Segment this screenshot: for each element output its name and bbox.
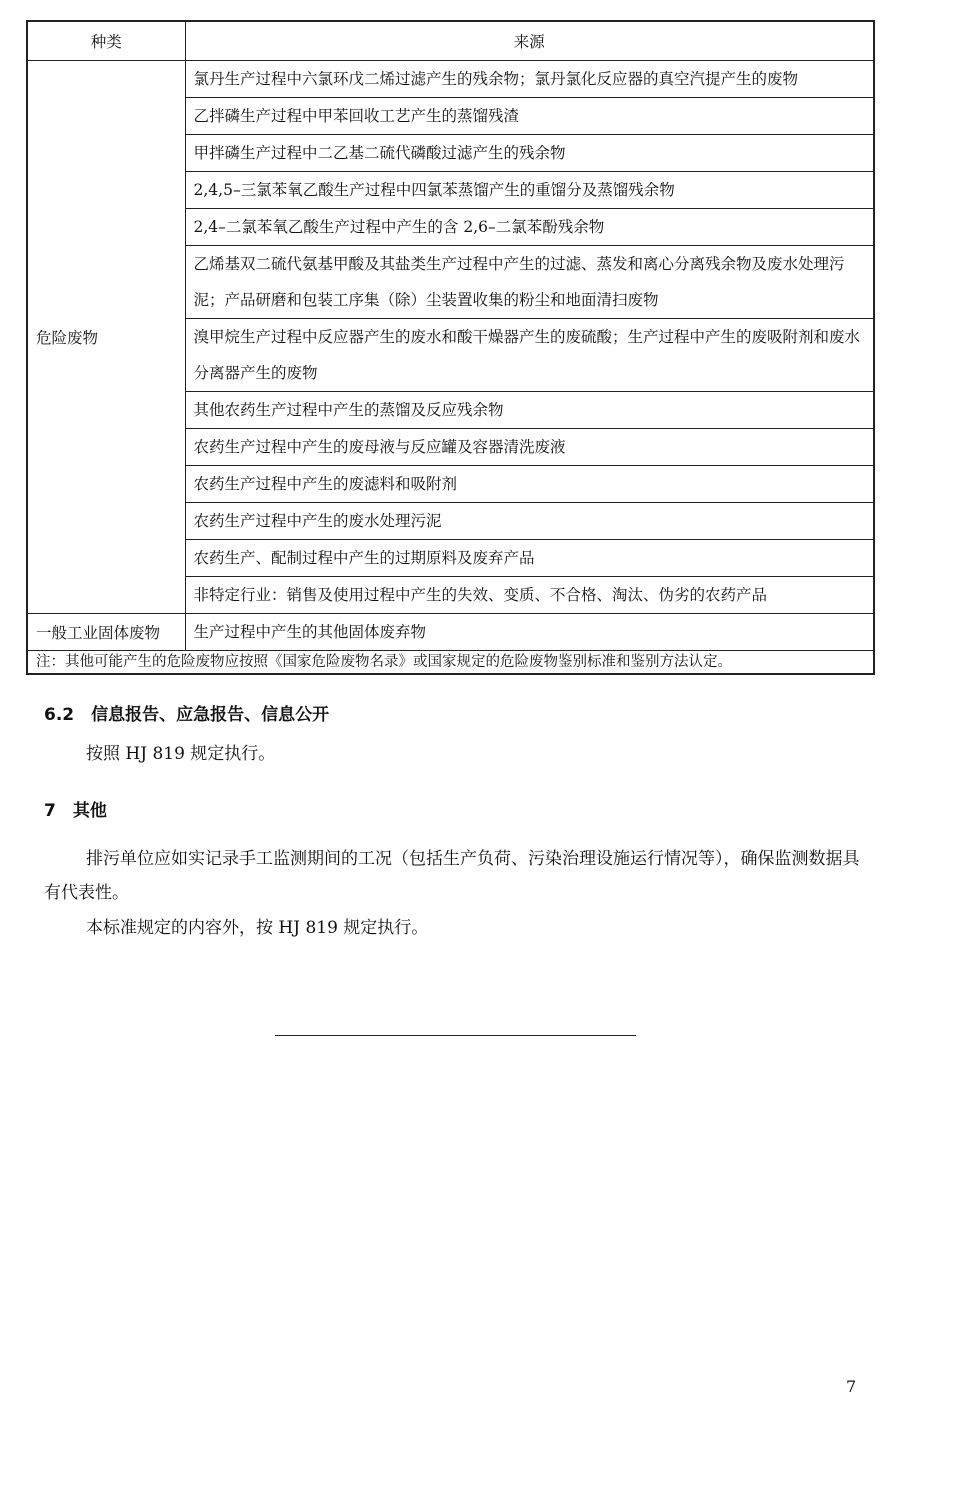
source-cell: 农药生产过程中产生的废滤料和吸附剂: [185, 466, 874, 503]
source-cell: 乙拌磷生产过程中甲苯回收工艺产生的蒸馏残渣: [185, 98, 874, 135]
table-note-row: [27, 651, 874, 675]
header-category: 种类: [27, 21, 185, 61]
source-cell: 农药生产过程中产生的废水处理污泥: [185, 503, 874, 540]
end-rule: [275, 1035, 636, 1036]
table-note: 注：其他可能产生的危险废物应按照《国家危险废物名录》或国家规定的危险废物鉴别标准和鉴别方法认定。: [27, 651, 874, 675]
page-number: 7: [846, 1377, 857, 1396]
source-cell: 农药生产、配制过程中产生的过期原料及废弃产品: [185, 540, 874, 577]
category-hazardous: 危险废物: [27, 61, 185, 614]
section-6-2-heading: 6.2 信息报告、应急报告、信息公开: [44, 705, 330, 725]
source-cell: 甲拌磷生产过程中二乙基二硫代磷酸过滤产生的残余物: [185, 135, 874, 172]
source-cell: 生产过程中产生的其他固体废弃物: [185, 614, 874, 651]
source-cell: 氯丹生产过程中六氯环戊二烯过滤产生的残余物；氯丹氯化反应器的真空汽提产生的废物: [185, 61, 874, 98]
table-row: [27, 614, 874, 651]
source-cell: 乙烯基双二硫代氨基甲酸及其盐类生产过程中产生的过滤、蒸发和离心分离残余物及废水处理污泥；产品研磨和包装工序集（除）尘装置收集的粉尘和地面清扫废物: [185, 246, 874, 319]
header-source: 来源: [185, 21, 874, 61]
section-7-para1: 排污单位应如实记录手工监测期间的工况（包括生产负荷、污染治理设施运行情况等），确保监测数据具有代表性。: [44, 849, 860, 903]
source-cell: 2,4,5–三氯苯氧乙酸生产过程中四氯苯蒸馏产生的重馏分及蒸馏残余物: [185, 172, 874, 209]
table-header-row: [27, 21, 874, 61]
source-cell: 农药生产过程中产生的废母液与反应罐及容器清洗废液: [185, 429, 874, 466]
section-7-heading: 7 其他: [44, 801, 107, 821]
source-cell: 溴甲烷生产过程中反应器产生的废水和酸干燥器产生的废硫酸；生产过程中产生的废吸附剂和废水分离器产生的废物: [185, 319, 874, 392]
section-7-para2: 本标准规定的内容外，按 HJ 819 规定执行。: [86, 918, 429, 938]
category-general: 一般工业固体废物: [27, 614, 185, 651]
section-6-2-body: 按照 HJ 819 规定执行。: [86, 744, 276, 764]
waste-source-table: [26, 20, 875, 675]
source-cell: 2,4–二氯苯氧乙酸生产过程中产生的含 2,6–二氯苯酚残余物: [185, 209, 874, 246]
table-row: [27, 61, 874, 98]
source-cell: 其他农药生产过程中产生的蒸馏及反应残余物: [185, 392, 874, 429]
source-cell: 非特定行业：销售及使用过程中产生的失效、变质、不合格、淘汰、伪劣的农药产品: [185, 577, 874, 614]
